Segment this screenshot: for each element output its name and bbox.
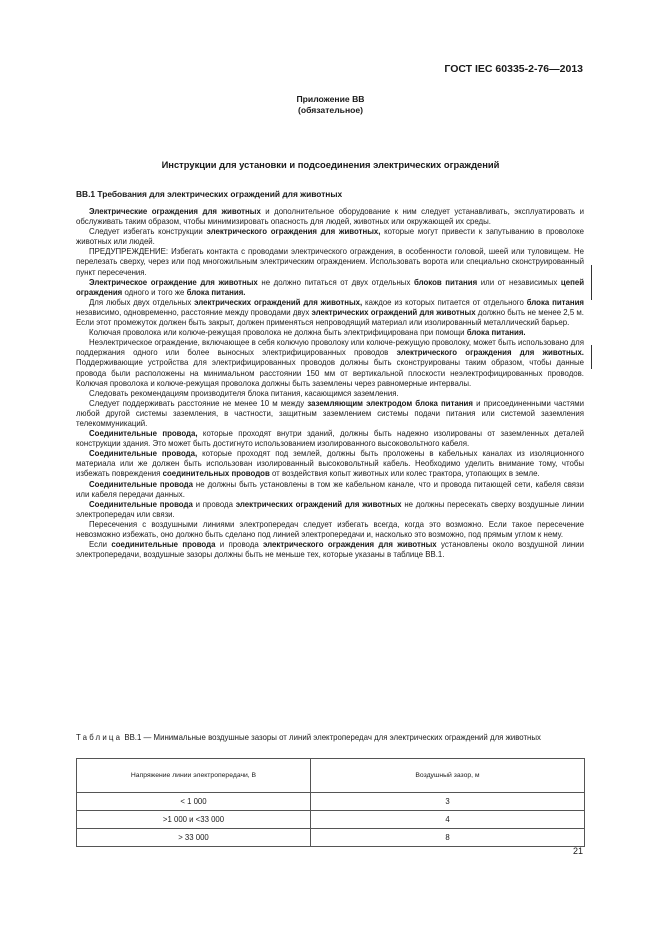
table-caption bbox=[76, 733, 584, 743]
table-cell-voltage: < 1 000 bbox=[77, 793, 311, 811]
warning-paragraph: ПРЕДУПРЕЖДЕНИЕ: Избегать контакта с проводами электрического ограждения, в особенности головой, шеей или туловищем. Не перелезать сверху, через или под многожильным электрическим ограждением. Использовать ворота или специально сконструированный пункт пересечения. bbox=[76, 247, 584, 277]
change-bar bbox=[591, 345, 592, 369]
section-heading: ВВ.1 Требования для электрических ограждений для животных bbox=[76, 189, 343, 199]
table-header-voltage: Напряжение линии электропередачи, В bbox=[77, 759, 311, 793]
paragraph: Соединительные провода и провода электрических ограждений для животных не должны пересекать сверху воздушные линии электропередач или связи. bbox=[76, 499, 585, 519]
body-text bbox=[76, 207, 584, 560]
paragraph: Следует поддерживать расстояние не менее 10 м между заземляющим электродом блока питания и присоединенными частями любой другой системы заземления, в частности, защитным заземлением системы подачи питания или системой заземления телекоммуникаций. bbox=[76, 398, 585, 428]
annex-status: (обязательное) bbox=[297, 105, 364, 115]
paragraph: Неэлектрическое ограждение, включающее в себя колючую проволоку или колюче-режущую проволоку, может быть использовано для поддержания одного или более выносных электрифицированных проводов электрического ограждения для животных. Поддерживающие устройства для электрифицированных проводов должны быть сконструированы таким образом, чтобы данные провода были расположены на минимальном расстоянии 150 мм от вертикальной плоскости неэлектрофицированных проводов. Колючая проволока и колюче-режущая проволока должны быть заземлены через равномерные интервалы. bbox=[76, 338, 584, 388]
table-header-clearance: Воздушный зазор, м bbox=[311, 759, 585, 793]
paragraph: Электрические ограждения для животных и дополнительное оборудование к ним следует устанавливать, эксплуатировать и обслуживать таким образом, чтобы минимизировать опасность для людей, животных или окружающей их среды. bbox=[76, 207, 584, 227]
page-number: 21 bbox=[572, 846, 583, 856]
table-label: Таблица bbox=[76, 733, 123, 742]
table-header-row bbox=[77, 759, 585, 793]
table-row bbox=[77, 811, 585, 829]
paragraph: Для любых двух отдельных электрических ограждений для животных, каждое из которых питается от отдельного блока питания независимо, одновременно, расстояние между проводами двух электрических ограждений для животных должно быть не менее 2,5 м. Если этот промежуток должен быть закрыт, должен применяться непроводящий материал или изолированный металлический барьер. bbox=[76, 297, 584, 328]
clearance-table bbox=[76, 758, 585, 847]
paragraph: Колючая проволока или колюче-режущая проволока не должна быть электрифицирована при помощи блока питания. bbox=[89, 328, 526, 338]
table-cell-voltage: >1 000 и <33 000 bbox=[77, 811, 311, 829]
change-bar bbox=[591, 265, 592, 300]
paragraph: Электрическое ограждение для животных не должно питаться от двух отдельных блоков питания или от независимых цепей ограждения одного и того же блока питания. bbox=[76, 277, 585, 297]
table-caption-text: ВВ.1 — Минимальные воздушные зазоры от линий электропередач для электрических ограждений для животных bbox=[122, 733, 541, 742]
table-row bbox=[77, 793, 585, 811]
paragraph: Пересечения с воздушными линиями электропередач следует избегать всегда, когда это возможно. Если такое пересечение невозможно избежать, оно должно быть сделано под линией электропередачи и, насколько это возможно, под прямым углом к нему. bbox=[76, 519, 584, 539]
paragraph: Соединительные провода, которые проходят внутри зданий, должны быть надежно изолированы от заземленных деталей конструкции здания. Это может быть достигнуто использованием изолированного высоковольтного кабеля. bbox=[76, 429, 584, 449]
table-row bbox=[77, 829, 585, 847]
standard-designation: ГОСТ IEC 60335-2-76—2013 bbox=[444, 63, 583, 75]
paragraph: Соединительные провода не должны быть установлены в том же кабельном канале, что и провода питающей сети, кабеля связи или кабеля передачи данных. bbox=[76, 479, 584, 499]
page-title: Инструкции для установки и подсоединения электрических ограждений bbox=[161, 159, 500, 170]
table-cell-clearance: 3 bbox=[311, 793, 585, 811]
table-cell-clearance: 4 bbox=[311, 811, 585, 829]
paragraph: Соединительные провода, которые проходят под землей, должны быть проложены в кабельных каналах из изоляционного материала или же должен быть использован изолированный высоковольтный кабель. Необходимо уделить внимание тому, чтобы избежать повреждения соединительных проводов от воздействия копыт животных или колес трактора, утопающих в земле. bbox=[76, 449, 584, 479]
paragraph: Следовать рекомендациям производителя блока питания, касающимся заземления. bbox=[89, 388, 399, 398]
annex-title: Приложение ВВ bbox=[296, 94, 365, 104]
table-cell-voltage: > 33 000 bbox=[77, 829, 311, 847]
table-cell-clearance: 8 bbox=[311, 829, 585, 847]
paragraph: Если соединительные провода и провода электрического ограждения для животных установлены около воздушной линии электропередачи, воздушные зазоры должны быть не меньше тех, которые указаны в таблице ВВ.1. bbox=[76, 540, 584, 560]
paragraph: Следует избегать конструкции электрического ограждения для животных, которые могут привести к запутыванию в проволоке животных или людей. bbox=[76, 227, 584, 247]
